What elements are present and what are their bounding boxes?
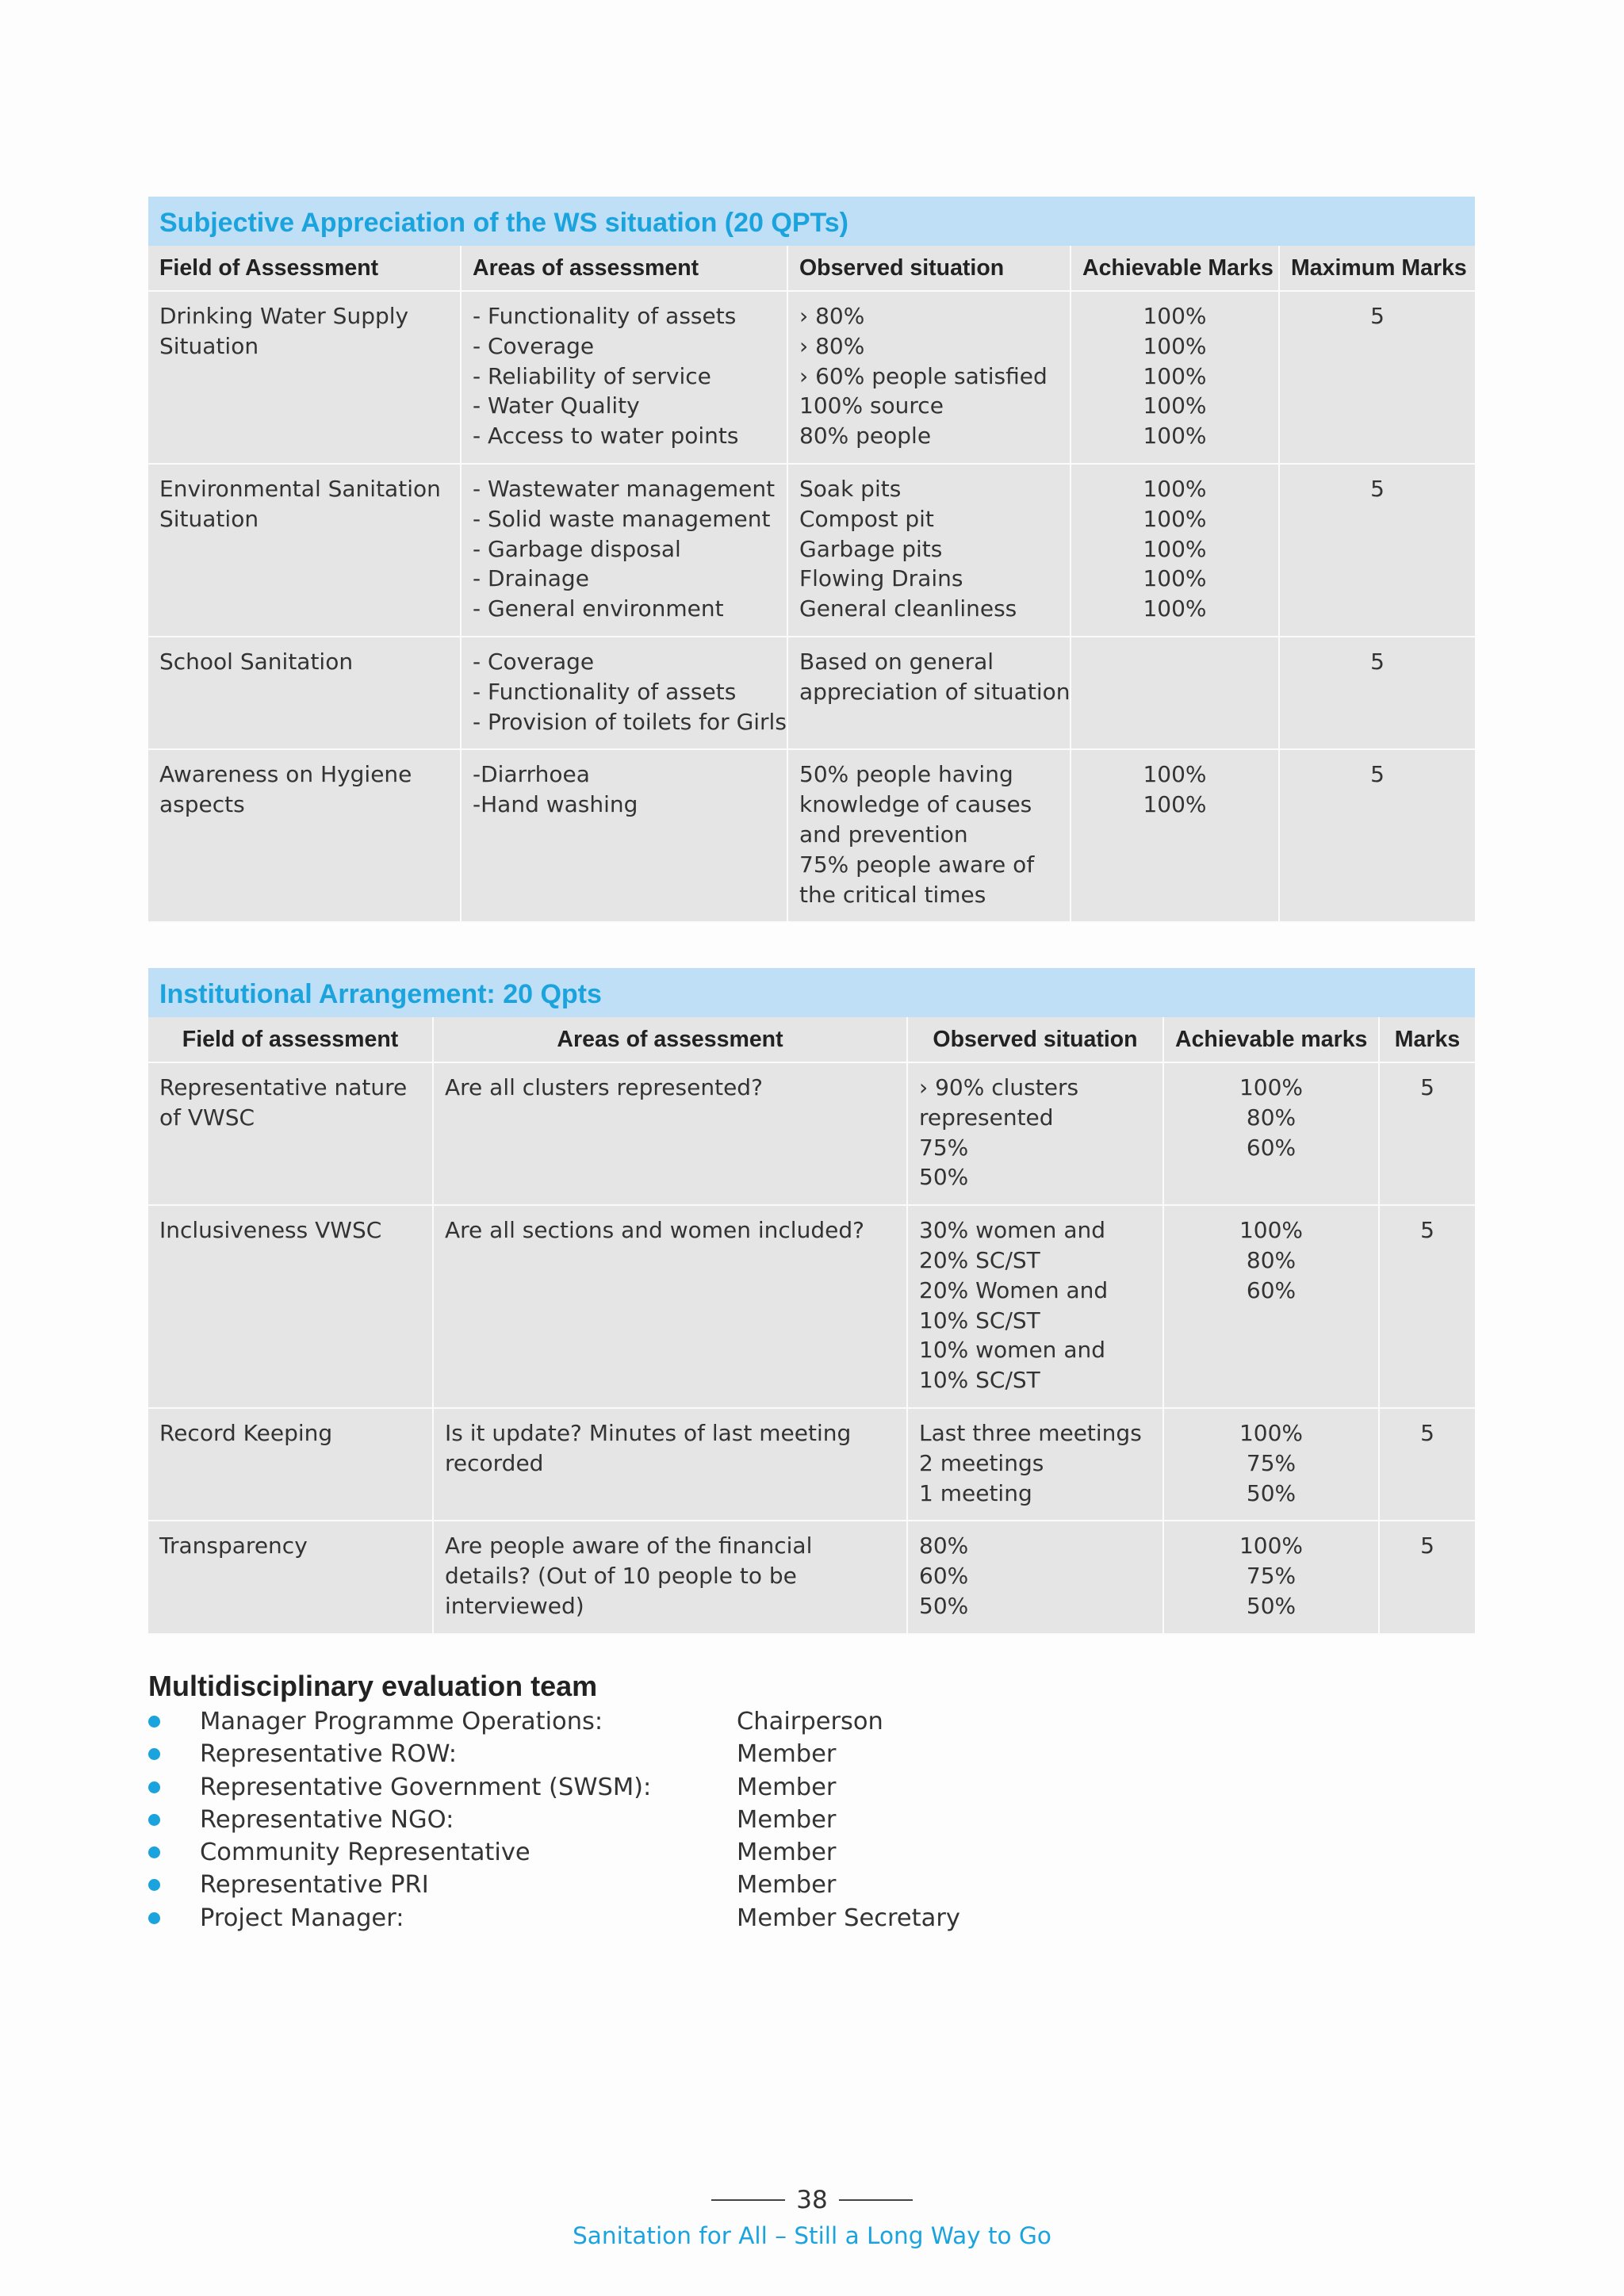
list-item	[148, 1836, 1258, 1869]
observed-cell-line: General cleanliness	[799, 595, 1017, 622]
field-cell	[148, 637, 461, 749]
observed-cell	[787, 464, 1071, 637]
bullet-icon	[148, 1781, 160, 1793]
areas-cell-line: - Access to water points	[473, 423, 739, 450]
list-item	[148, 1804, 1258, 1836]
achievable-cell	[1163, 1521, 1379, 1633]
page-number-row	[0, 2182, 1624, 2218]
field-cell-line: Drinking Water Supply	[159, 303, 409, 329]
column-header: Field of assessment	[148, 1017, 433, 1062]
achievable-cell-line: 100%	[1143, 362, 1207, 389]
observed-cell-line: 80%	[919, 1533, 969, 1559]
page-footer	[0, 2182, 1624, 2253]
observed-cell	[907, 1521, 1163, 1633]
marks-cell	[1379, 1521, 1475, 1633]
marks-cell-text: 5	[1420, 1533, 1434, 1559]
observed-cell-line: 50% people having	[799, 761, 1013, 788]
areas-cell	[461, 749, 787, 922]
column-header: Achievable marks	[1163, 1017, 1379, 1062]
table-row	[148, 464, 1475, 637]
areas-cell-line: - Water Quality	[473, 392, 640, 419]
observed-cell-line: knowledge of causes	[799, 791, 1032, 818]
max-marks-cell	[1279, 291, 1475, 464]
areas-cell-text: Are people aware of the financial details? (Out of 10 people to be interviewed)	[445, 1533, 813, 1619]
list-item	[148, 1738, 1258, 1770]
bullet-icon	[148, 1879, 160, 1891]
field-cell	[148, 291, 461, 464]
bullet-icon	[148, 1716, 160, 1728]
observed-cell-line: › 80%	[799, 303, 865, 329]
achievable-cell-line: 100%	[1143, 303, 1207, 329]
observed-cell-line: › 80%	[799, 332, 865, 359]
field-cell-text: Inclusiveness VWSC	[159, 1217, 382, 1244]
observed-cell-line: 1 meeting	[919, 1479, 1032, 1506]
observed-cell-line: 80% people	[799, 423, 932, 450]
footer-rule-left	[711, 2199, 785, 2201]
achievable-cell	[1163, 1062, 1379, 1205]
field-cell-text: Transparency	[159, 1533, 308, 1559]
achievable-cell	[1163, 1205, 1379, 1408]
max-marks-cell	[1279, 749, 1475, 922]
field-cell-text: Representative nature of VWSC	[159, 1074, 408, 1131]
member-position: Member	[737, 1839, 837, 1867]
achievable-cell-line: 50%	[1246, 1592, 1297, 1619]
achievable-cell-line: 100%	[1143, 423, 1207, 450]
observed-cell-line: 100% source	[799, 392, 944, 419]
list-item	[148, 1902, 1258, 1934]
areas-cell	[461, 464, 787, 637]
table-row	[148, 291, 1475, 464]
observed-cell-line: 10% SC/ST	[919, 1367, 1040, 1394]
areas-cell-line: - Coverage	[473, 332, 595, 359]
areas-cell	[461, 291, 787, 464]
achievable-cell-line: 80%	[1246, 1246, 1297, 1273]
observed-cell-line: Compost pit	[799, 505, 934, 532]
observed-cell	[787, 749, 1071, 922]
max-marks-cell-text: 5	[1370, 303, 1385, 329]
observed-cell-line: 10% women and	[919, 1337, 1105, 1364]
achievable-cell-line: 100%	[1239, 1533, 1304, 1559]
achievable-cell	[1071, 291, 1279, 464]
table-row	[148, 637, 1475, 749]
areas-cell	[461, 637, 787, 749]
achievable-cell-line: 80%	[1246, 1104, 1297, 1131]
footer-rule-right	[839, 2199, 913, 2201]
achievable-cell-line: 100%	[1143, 595, 1207, 622]
areas-cell-line: - Solid waste management	[473, 505, 771, 532]
areas-cell-line: - Functionality of assets	[473, 303, 737, 329]
evaluation-team-heading: Multidisciplinary evaluation team	[148, 1670, 598, 1702]
observed-cell-line: 50%	[919, 1164, 969, 1191]
achievable-cell-line: 50%	[1246, 1479, 1297, 1506]
member-role: Manager Programme Operations:	[200, 1708, 603, 1735]
observed-cell-line: 30% women and	[919, 1217, 1105, 1244]
member-role: Representative Government (SWSM):	[200, 1773, 652, 1801]
achievable-cell-line: 75%	[1246, 1563, 1297, 1590]
areas-cell-line: - Drainage	[473, 565, 589, 592]
field-cell-text: Record Keeping	[159, 1419, 333, 1446]
observed-cell-line: 50%	[919, 1592, 969, 1619]
observed-cell-line: and prevention	[799, 821, 968, 848]
achievable-cell-line: 100%	[1143, 505, 1207, 532]
achievable-cell-line: 100%	[1143, 332, 1207, 359]
observed-cell	[907, 1408, 1163, 1521]
observed-cell-line: Flowing Drains	[799, 565, 963, 592]
areas-cell-line: - Coverage	[473, 648, 595, 675]
achievable-cell-line: 100%	[1143, 565, 1207, 592]
ws-situation-table	[148, 246, 1475, 923]
areas-cell-line: - Provision of toilets for Girls	[473, 708, 787, 735]
member-role: Representative ROW:	[200, 1740, 458, 1769]
achievable-cell	[1071, 749, 1279, 922]
table-row	[148, 749, 1475, 922]
table-row	[148, 1521, 1475, 1633]
bullet-icon	[148, 1814, 160, 1826]
marks-cell	[1379, 1062, 1475, 1205]
field-cell	[148, 749, 461, 922]
ws-situation-table-title: Subjective Appreciation of the WS situation (20 QPTs)	[148, 197, 1475, 246]
achievable-cell-line: 100%	[1143, 475, 1207, 502]
max-marks-cell-text: 5	[1370, 475, 1385, 502]
achievable-cell-line: 100%	[1143, 392, 1207, 419]
observed-cell-line: Soak pits	[799, 475, 902, 502]
institutional-arrangement-table-title: Institutional Arrangement: 20 Qpts	[148, 968, 1475, 1017]
column-header: Areas of assessment	[461, 246, 787, 291]
observed-cell-line: 20% Women and	[919, 1276, 1109, 1303]
institutional-arrangement-table-section	[148, 968, 1475, 1635]
achievable-cell-line: 60%	[1246, 1276, 1297, 1303]
max-marks-cell	[1279, 464, 1475, 637]
observed-cell-line: Based on general	[799, 648, 994, 675]
field-cell-line: Situation	[159, 505, 259, 532]
member-position: Member	[737, 1740, 837, 1769]
field-cell	[148, 464, 461, 637]
member-position: Member Secretary	[737, 1904, 960, 1932]
areas-cell-line: - Wastewater management	[473, 475, 776, 502]
field-cell-line: aspects	[159, 791, 245, 818]
running-title: Sanitation for All – Still a Long Way to Go	[573, 2222, 1051, 2249]
marks-cell-text: 5	[1420, 1217, 1434, 1244]
list-item	[148, 1705, 1258, 1738]
member-role: Project Manager:	[200, 1904, 404, 1932]
member-role: Representative NGO:	[200, 1805, 454, 1834]
max-marks-cell	[1279, 637, 1475, 749]
achievable-cell-line: 100%	[1239, 1419, 1304, 1446]
areas-cell-line: -Hand washing	[473, 791, 638, 818]
evaluation-team-list	[148, 1705, 1258, 1934]
observed-cell	[907, 1205, 1163, 1408]
column-header: Observed situation	[787, 246, 1071, 291]
areas-cell-line: - Functionality of assets	[473, 678, 737, 705]
observed-cell-line: Garbage pits	[799, 535, 943, 562]
achievable-cell-line: 100%	[1143, 535, 1207, 562]
member-position: Member	[737, 1805, 837, 1834]
observed-cell-line: the critical times	[799, 881, 986, 908]
field-cell	[148, 1205, 433, 1408]
field-cell-line: School Sanitation	[159, 648, 354, 675]
bullet-icon	[148, 1846, 160, 1858]
observed-cell-line: › 60% people satisfied	[799, 362, 1048, 389]
field-cell-line: Situation	[159, 332, 259, 359]
evaluation-team-section	[148, 1667, 1258, 1934]
marks-cell	[1379, 1408, 1475, 1521]
areas-cell-line: - General environment	[473, 595, 724, 622]
areas-cell-line: - Reliability of service	[473, 362, 711, 389]
bullet-icon	[148, 1748, 160, 1760]
field-cell	[148, 1062, 433, 1205]
table-header-row	[148, 1017, 1475, 1062]
observed-cell-line: 75%	[919, 1134, 969, 1161]
areas-cell-line: -Diarrhoea	[473, 761, 590, 788]
max-marks-cell-text: 5	[1370, 761, 1385, 788]
column-header: Maximum Marks	[1279, 246, 1475, 291]
achievable-cell	[1071, 464, 1279, 637]
areas-cell	[433, 1408, 907, 1521]
table-row	[148, 1062, 1475, 1205]
member-position: Member	[737, 1773, 837, 1801]
member-position: Member	[737, 1871, 837, 1900]
observed-cell-line: 10% SC/ST	[919, 1307, 1040, 1334]
table-header-row	[148, 246, 1475, 291]
observed-cell-line: 75% people aware of	[799, 851, 1035, 878]
areas-cell	[433, 1521, 907, 1633]
observed-cell-line: 20% SC/ST	[919, 1246, 1040, 1273]
observed-cell	[787, 291, 1071, 464]
achievable-cell-line: 100%	[1239, 1217, 1304, 1244]
achievable-cell-line: 100%	[1143, 791, 1207, 818]
areas-cell-text: Are all clusters represented?	[445, 1074, 763, 1100]
table-row	[148, 1408, 1475, 1521]
bullet-icon	[148, 1912, 160, 1924]
member-role: Representative PRI	[200, 1871, 429, 1900]
marks-cell-text: 5	[1420, 1074, 1434, 1100]
institutional-arrangement-table	[148, 1017, 1475, 1635]
field-cell-line: Environmental Sanitation	[159, 475, 441, 502]
field-cell	[148, 1408, 433, 1521]
list-item	[148, 1869, 1258, 1901]
observed-cell-line: appreciation of situation	[799, 678, 1071, 705]
areas-cell-line: - Garbage disposal	[473, 535, 681, 562]
table-row	[148, 1205, 1475, 1408]
achievable-cell-line: 60%	[1246, 1134, 1297, 1161]
observed-cell-line: › 90% clusters	[919, 1074, 1079, 1100]
achievable-cell-line: 75%	[1246, 1449, 1297, 1476]
column-header: Marks	[1379, 1017, 1475, 1062]
member-position: Chairperson	[737, 1708, 883, 1735]
observed-cell-line: 60%	[919, 1563, 969, 1590]
observed-cell-line: represented	[919, 1104, 1054, 1131]
areas-cell	[433, 1205, 907, 1408]
field-cell-line: Awareness on Hygiene	[159, 761, 412, 788]
page-number: 38	[796, 2186, 828, 2214]
column-header: Areas of assessment	[433, 1017, 907, 1062]
achievable-cell-line: 100%	[1239, 1074, 1304, 1100]
observed-cell	[787, 637, 1071, 749]
areas-cell-text: Is it update? Minutes of last meeting recorded	[445, 1419, 852, 1476]
column-header: Observed situation	[907, 1017, 1163, 1062]
member-role: Community Representative	[200, 1839, 530, 1867]
observed-cell-line: 2 meetings	[919, 1449, 1044, 1476]
achievable-cell	[1163, 1408, 1379, 1521]
areas-cell	[433, 1062, 907, 1205]
ws-situation-table-section	[148, 197, 1475, 923]
list-item	[148, 1771, 1258, 1804]
marks-cell	[1379, 1205, 1475, 1408]
column-header: Achievable Marks	[1071, 246, 1279, 291]
areas-cell-text: Are all sections and women included?	[445, 1217, 864, 1244]
max-marks-cell-text: 5	[1370, 648, 1385, 675]
field-cell	[148, 1521, 433, 1633]
observed-cell	[907, 1062, 1163, 1205]
marks-cell-text: 5	[1420, 1419, 1434, 1446]
observed-cell-line: Last three meetings	[919, 1419, 1142, 1446]
column-header: Field of Assessment	[148, 246, 461, 291]
achievable-cell-line: 100%	[1143, 761, 1207, 788]
achievable-cell	[1071, 637, 1279, 749]
